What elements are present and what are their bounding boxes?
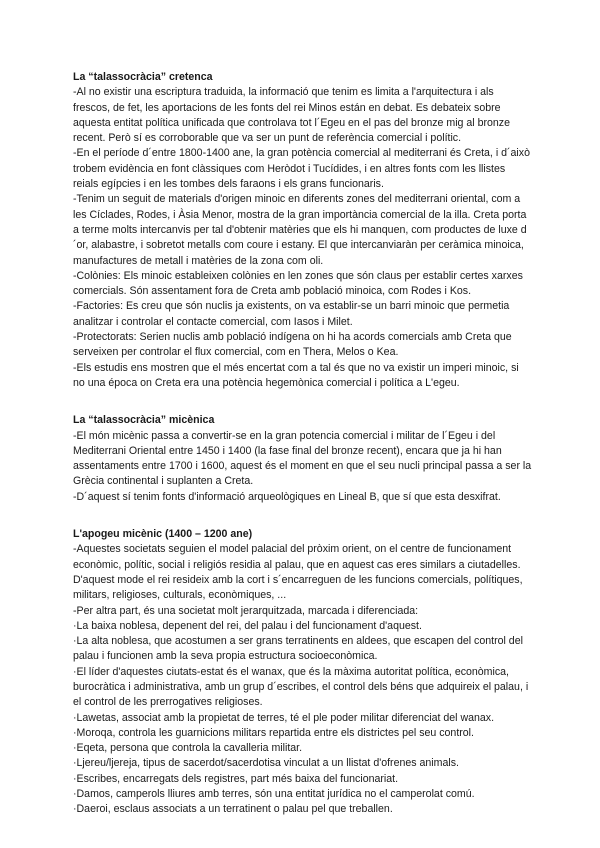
paragraph: -Aquestes societats seguien el model palacial del pròxim orient, on el centre de funcionament econòmic, polític, social i religiós residia al palau, que en aquest cas eres similars a ciutadelles. D'aquest mode el rei resideix amb la cort i s´encarreguen de les funcions comercials, polítiques, militars, religioses, culturals, econòmiques, ... (73, 543, 523, 602)
paragraph: -D´aquest sí tenim fonts d'informació arqueològiques en Lineal B, que sí que esta desxifrat. (73, 490, 501, 503)
list-item: ·Eqeta, persona que controla la cavalleria militar. (73, 742, 303, 755)
paragraph: -El món micènic passa a convertir-se en la gran potencia comercial i militar de l´Egeu i del Mediterrani Oriental entre 1450 i 1400 (la fase final del bronze recent), encara que ja hi han assentaments entre 1700 i 1600, aquest és el moment en que el seu nucli principal passa a ser la Grècia continental i suplanten a Creta. (73, 429, 532, 488)
section-mycenaean-thalassocracy (73, 413, 533, 505)
paragraph: -Colònies: Els minoic estableixen colònies en len zones que són claus per establir certes xarxes comercials. Són assentament fora de Creta amb població minoica, com Rodes i Kos. (73, 269, 523, 298)
document-page (73, 70, 533, 818)
list-item: ·La alta noblesa, que acostumen a ser grans terratinents en aldees, que escapen del control del palau i funcionen amb la seva propia estructura socioeconòmica. (73, 635, 523, 663)
list-item: ·Moroqa, controla les guarnicions militars repartida entre els districtes pel seu control. (73, 726, 474, 739)
paragraph: -Al no existir una escriptura traduida, la informació que tenim es limita a l'arquitectura i als frescos, de fet, les aportacions de les fonts del rei Minos están en debat. Es debateix sobre aquesta entitat política unificada que controlava tot l´Egeu en el pas del bronze mig al bronze recent. Però sí es corroborable que va ser un punt de referència comercial i polític. (73, 86, 510, 145)
paragraph: -Factories: Es creu que són nuclis ja existents, on va establir-se un barri minoic que permetia analitzar i controlar el contacte comercial, com Iasos i Milet. (73, 300, 510, 328)
list-item: ·El líder d'aquestes ciutats-estat és el wanax, que és la màxima autoritat política, econòmica, burocràtica i administrativa, amb un grup d´escribes, el control dels béns que adquireix el palau, i el control de les prerrogatives religioses. (73, 665, 529, 709)
list-item: ·Lawetas, associat amb la propietat de terres, té el ple poder militar diferenciat del wanax. (73, 711, 495, 724)
list-item: ·La baixa noblesa, depenent del rei, del palau i del funcionament d'aquest. (73, 619, 422, 632)
paragraph: -Els estudis ens mostren que el més encertat com a tal és que no va existir un imperi minoic, si no una época on Creta era una potència hegemònica comercial i política a L'egeu. (73, 361, 519, 389)
paragraph: -Per altra part, és una societat molt jerarquitzada, marcada i diferenciada: (73, 604, 419, 617)
list-item: ·Escribes, encarregats dels registres, part més baixa del funcionariat. (73, 772, 399, 785)
paragraph: -Protectorats: Serien nuclis amb població indígena on hi ha acords comercials amb Creta que serveixen per controlar el flux comercial, com en Thera, Melos o Kea. (73, 331, 512, 359)
section-spacer (73, 505, 533, 527)
list-item: ·Daeroi, esclaus associats a un terratinent o palau pel que treballen. (73, 803, 393, 816)
section-heading: L'apogeu micènic (1400 – 1200 ane) (73, 528, 253, 541)
section-heading: La “talassocràcia” micènica (73, 414, 215, 427)
section-cretan-thalassocracy (73, 70, 533, 391)
list-item: ·Damos, camperols lliures amb terres, són una entitat jurídica no el camperolat comú. (73, 788, 475, 801)
list-item: ·Ljereu/ljereja, tipus de sacerdot/sacerdotisa vinculat a un llistat d'ofrenes animals. (73, 757, 459, 770)
paragraph: -En el període d´entre 1800-1400 ane, la gran potència comercial al mediterrani és Creta, i d´això trobem evidència en font clàssiques com Heròdot i Tucídides, i en altres fonts com les llistes reials egípcies i en les tombes dels faraons i els grans funcionaris. (73, 147, 530, 191)
section-spacer (73, 391, 533, 413)
paragraph: -Tenim un seguit de materials d'origen minoic en diferents zones del mediterrani oriental, com a les Cíclades, Rodes, i Àsia Menor, mostra de la gran importància comercial de la illa. Creta porta a terme molts intercanvis per tal d'obtenir matèries que els hi manquen, com productes de luxe d´or, alabastre, i sobretot metalls com coure i estany. El que intercanviaràn per ceràmica minoica, manufactures de metall i matèries de la zona com oli. (73, 193, 527, 267)
section-mycenaean-apogee (73, 527, 533, 818)
section-heading: La “talassocràcia” cretenca (73, 71, 213, 83)
